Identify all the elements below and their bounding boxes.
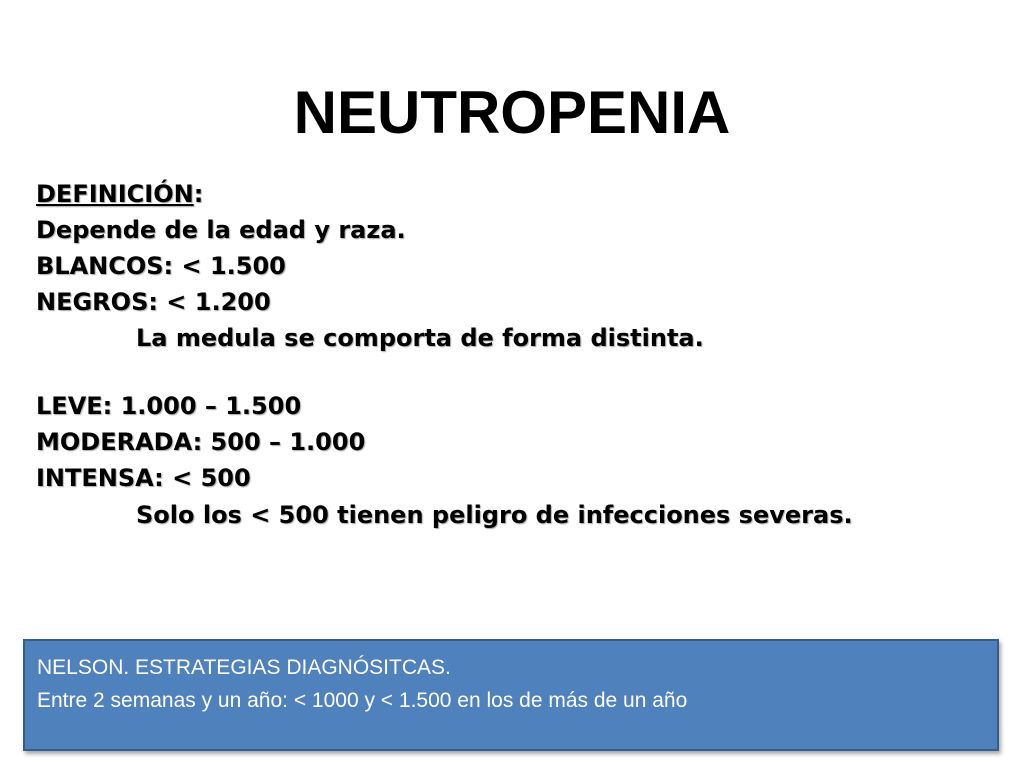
slide-title: NEUTROPENIA — [293, 79, 731, 146]
severity-line-moderada: MODERADA: 500 – 1.000 — [36, 428, 366, 456]
definition-note: La medula se comporta de forma distinta. — [136, 324, 704, 352]
definition-line-blancos: BLANCOS: < 1.500 — [36, 252, 286, 280]
spacer — [36, 356, 916, 388]
definition-line-negros: NEGROS: < 1.200 — [36, 288, 271, 316]
definition-line-age-race: Depende de la edad y raza. — [36, 216, 406, 244]
severity-line-leve: LEVE: 1.000 – 1.500 — [36, 392, 302, 420]
definition-heading-line — [36, 176, 916, 212]
severity-line-intensa: INTENSA: < 500 — [36, 464, 251, 492]
definition-heading: DEFINICIÓN — [36, 180, 194, 208]
severity-note: Solo los < 500 tienen peligro de infecciones severas. — [136, 501, 853, 529]
slide-body — [36, 176, 916, 530]
definition-heading-colon: : — [193, 180, 204, 208]
reference-source: NELSON. ESTRATEGIAS DIAGNÓSITCAS. — [37, 656, 451, 679]
reference-note-box — [23, 639, 999, 751]
reference-age-range: Entre 2 semanas y un año: < 1000 y < 1.500 en los de más de un año — [37, 689, 688, 712]
